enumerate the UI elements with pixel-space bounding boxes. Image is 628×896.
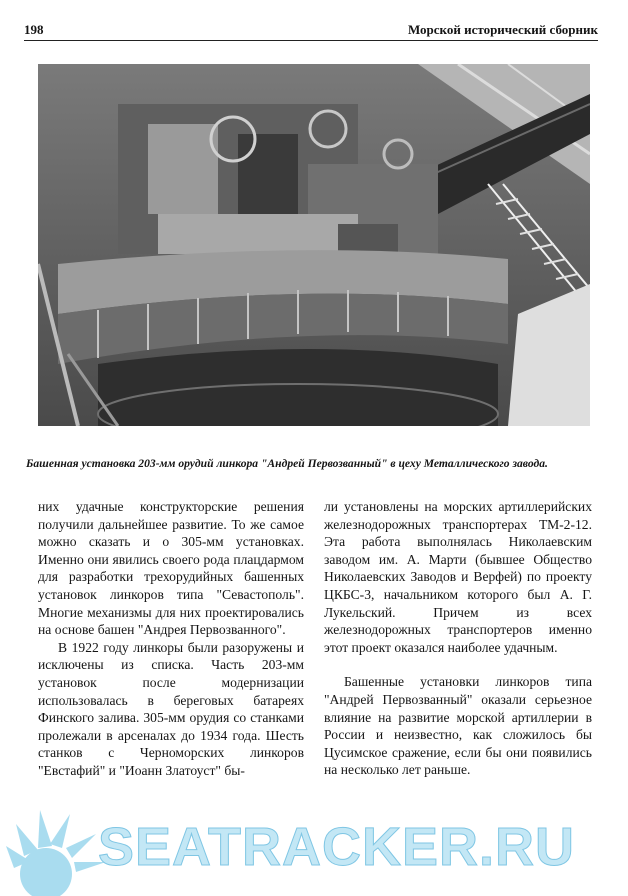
journal-title: Морской исторический сборник	[407, 22, 598, 37]
header-rule	[24, 40, 598, 41]
watermark	[0, 806, 628, 896]
right-column	[324, 498, 592, 779]
paragraph: них удачные конструкторские решения получили дальнейшее развитие. То же самое можно сказать и о 305-мм установках. Именно они явились своего рода плацдармом для разработки трехорудийных башенных установок линкоров типа "Севастополь". Многие механизмы для них проектировались на основе башен "Андрея Первозванного".	[38, 499, 304, 638]
left-column	[38, 498, 304, 780]
paragraph: Башенные установки линкоров типа "Андрей Первозванный" оказали серьезное влияние на развитие морской артиллерии в России и неизвестно, как сложилось бы Цусимское сражение, если бы они появились на несколько лет раньше.	[324, 674, 592, 778]
paragraph: ли установлены на морских артиллерийских железнодорожных транспортерах ТМ-2-12. Эта работа выполнялась Николаевским заводом им. А. Марти (бывшее Общество Николаевских Заводов и Верфей) по проекту ЦКБС-3, начальником которого был А. Г. Лукельский. Причем из всех железнодорожных транспортеров именно этот проект оказался наиболее удачным.	[324, 499, 592, 655]
page-number: 198	[24, 22, 44, 37]
figure-caption: Башенная установка 203-мм орудий линкора "Андрей Первозванный" в цеху Металлического завода.	[26, 457, 548, 470]
warship-turret-photo-icon	[38, 64, 590, 426]
turret-photo	[38, 64, 590, 426]
page-header	[0, 0, 628, 40]
sun-rays-logo-icon	[0, 806, 110, 896]
paragraph: В 1922 году линкоры были разоружены и исключены из списка. Часть 203-мм установок после модернизации использовалась в береговых батареях Финского залива. 305-мм орудия со станками пролежали в арсеналах до 1934 года. Шесть станков с Черноморских линкоров "Евстафий" и "Иоанн Златоуст" бы-	[38, 639, 304, 778]
watermark-text: SEATRACKER.RU	[98, 817, 576, 877]
